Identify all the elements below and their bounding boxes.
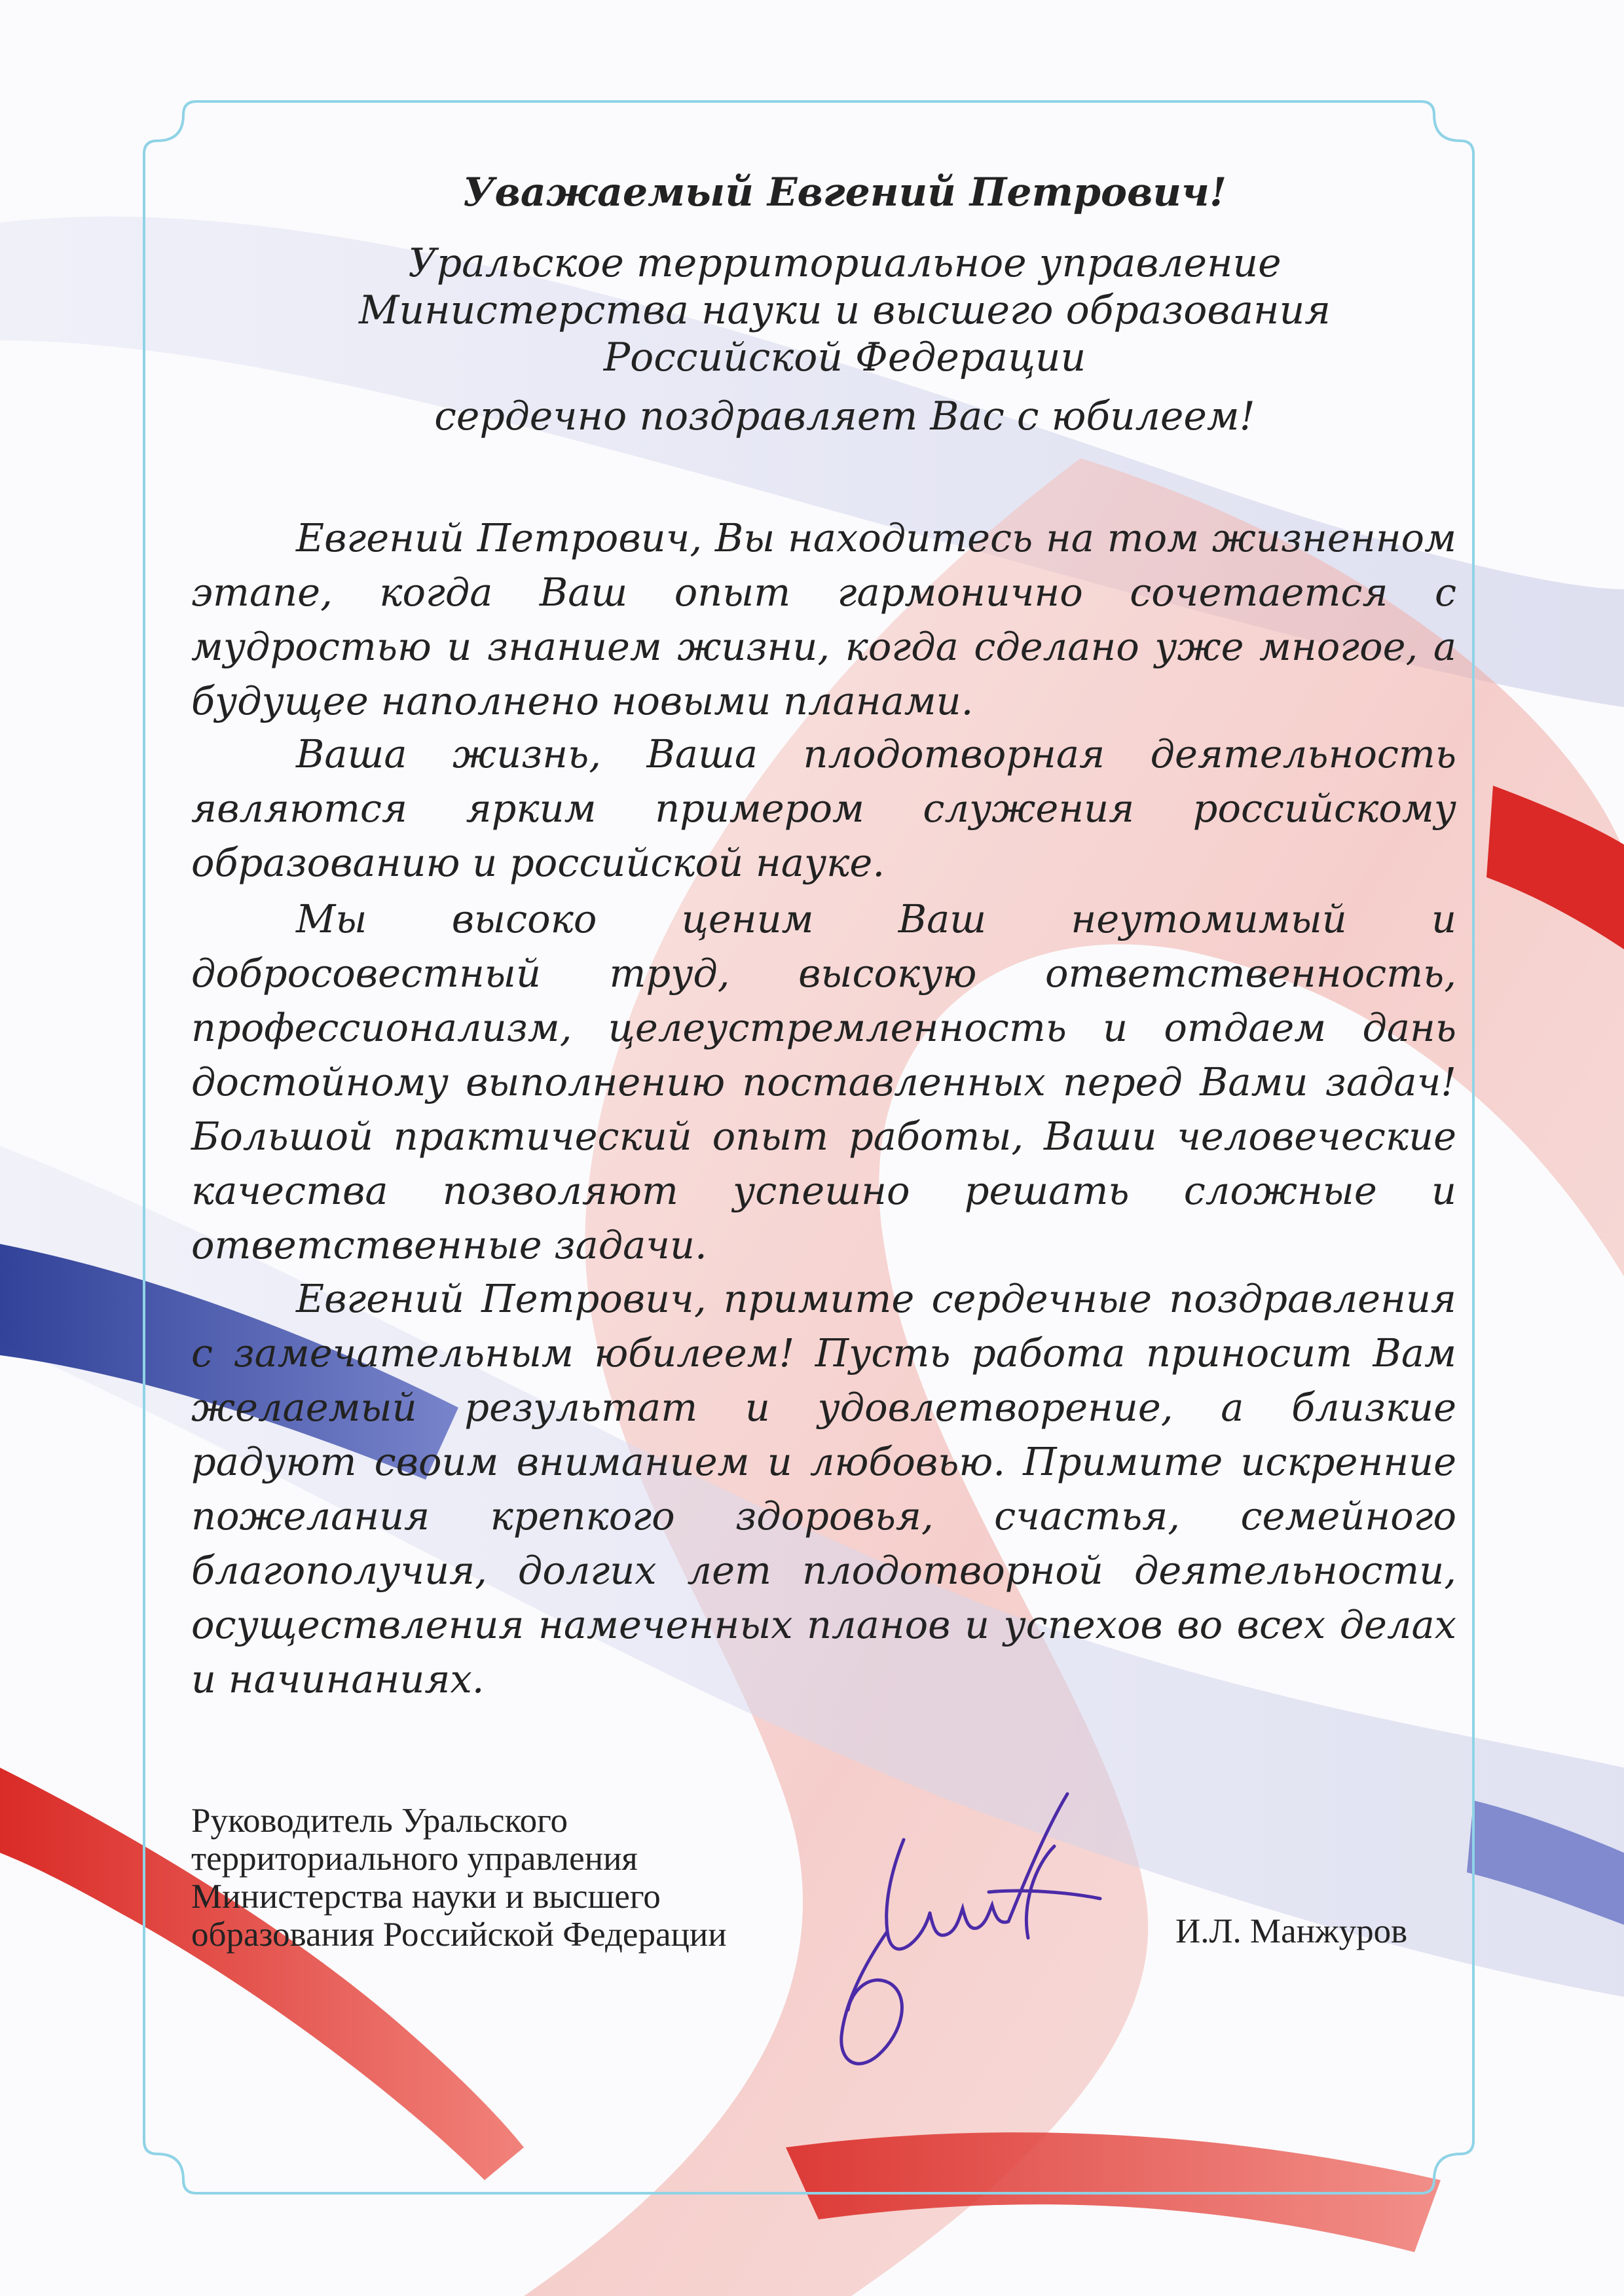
- org-line-4: сердечно поздравляет Вас с юбилеем!: [434, 393, 1255, 439]
- signatory-position-line-3: Министерства науки и высшего: [191, 1878, 661, 1916]
- body-paragraph-3: Мы высоко ценим Ваш неутомимый и добросовестный труд, высокую ответственность, профессионализм, целеустремленность и отдаем дань достойному выполнению поставленных перед Вами задач! Большой практический опыт работы, Ваши человеческие качества позволяют успешно решать сложные и ответственные задачи.: [191, 896, 1456, 1267]
- body-paragraph-1: Евгений Петрович, Вы находитесь на том жизненном этапе, когда Ваш опыт гармонично сочетается с мудростью и знанием жизни, когда сделано уже многое, а будущее наполнено новыми планами.: [191, 515, 1456, 723]
- org-line-1: Уральское территориальное управление: [408, 240, 1282, 286]
- body-paragraph-4: Евгений Петрович, примите сердечные поздравления с замечательным юбилеем! Пусть работа приносит Вам желаемый результат и удовлетворение, а близкие радуют своим вниманием и любовью. Примите искренние пожелания крепкого здоровья, счастья, семейного благополучия, долгих лет плодотворной деятельности, осуществления намеченных планов и успехов во всех делах и начинаниях.: [191, 1276, 1456, 1702]
- signatory-name: И.Л. Манжуров: [1175, 1912, 1408, 1950]
- signatory-position-line-1: Руководитель Уральского: [191, 1802, 568, 1840]
- org-line-2: Министерства науки и высшего образования: [359, 287, 1331, 333]
- signatory-position-line-2: территориального управления: [191, 1840, 638, 1878]
- org-line-3: Российской Федерации: [603, 335, 1086, 380]
- handwritten-signature: [805, 1768, 1107, 2075]
- signatory-position-line-4: образования Российской Федерации: [191, 1916, 727, 1954]
- greeting-heading: Уважаемый Евгений Петрович!: [462, 170, 1227, 215]
- signatory-position: [191, 1802, 781, 1954]
- body-paragraph-2: Ваша жизнь, Ваша плодотворная деятельность являются ярким примером служения российскому образованию и российской науке.: [191, 731, 1456, 885]
